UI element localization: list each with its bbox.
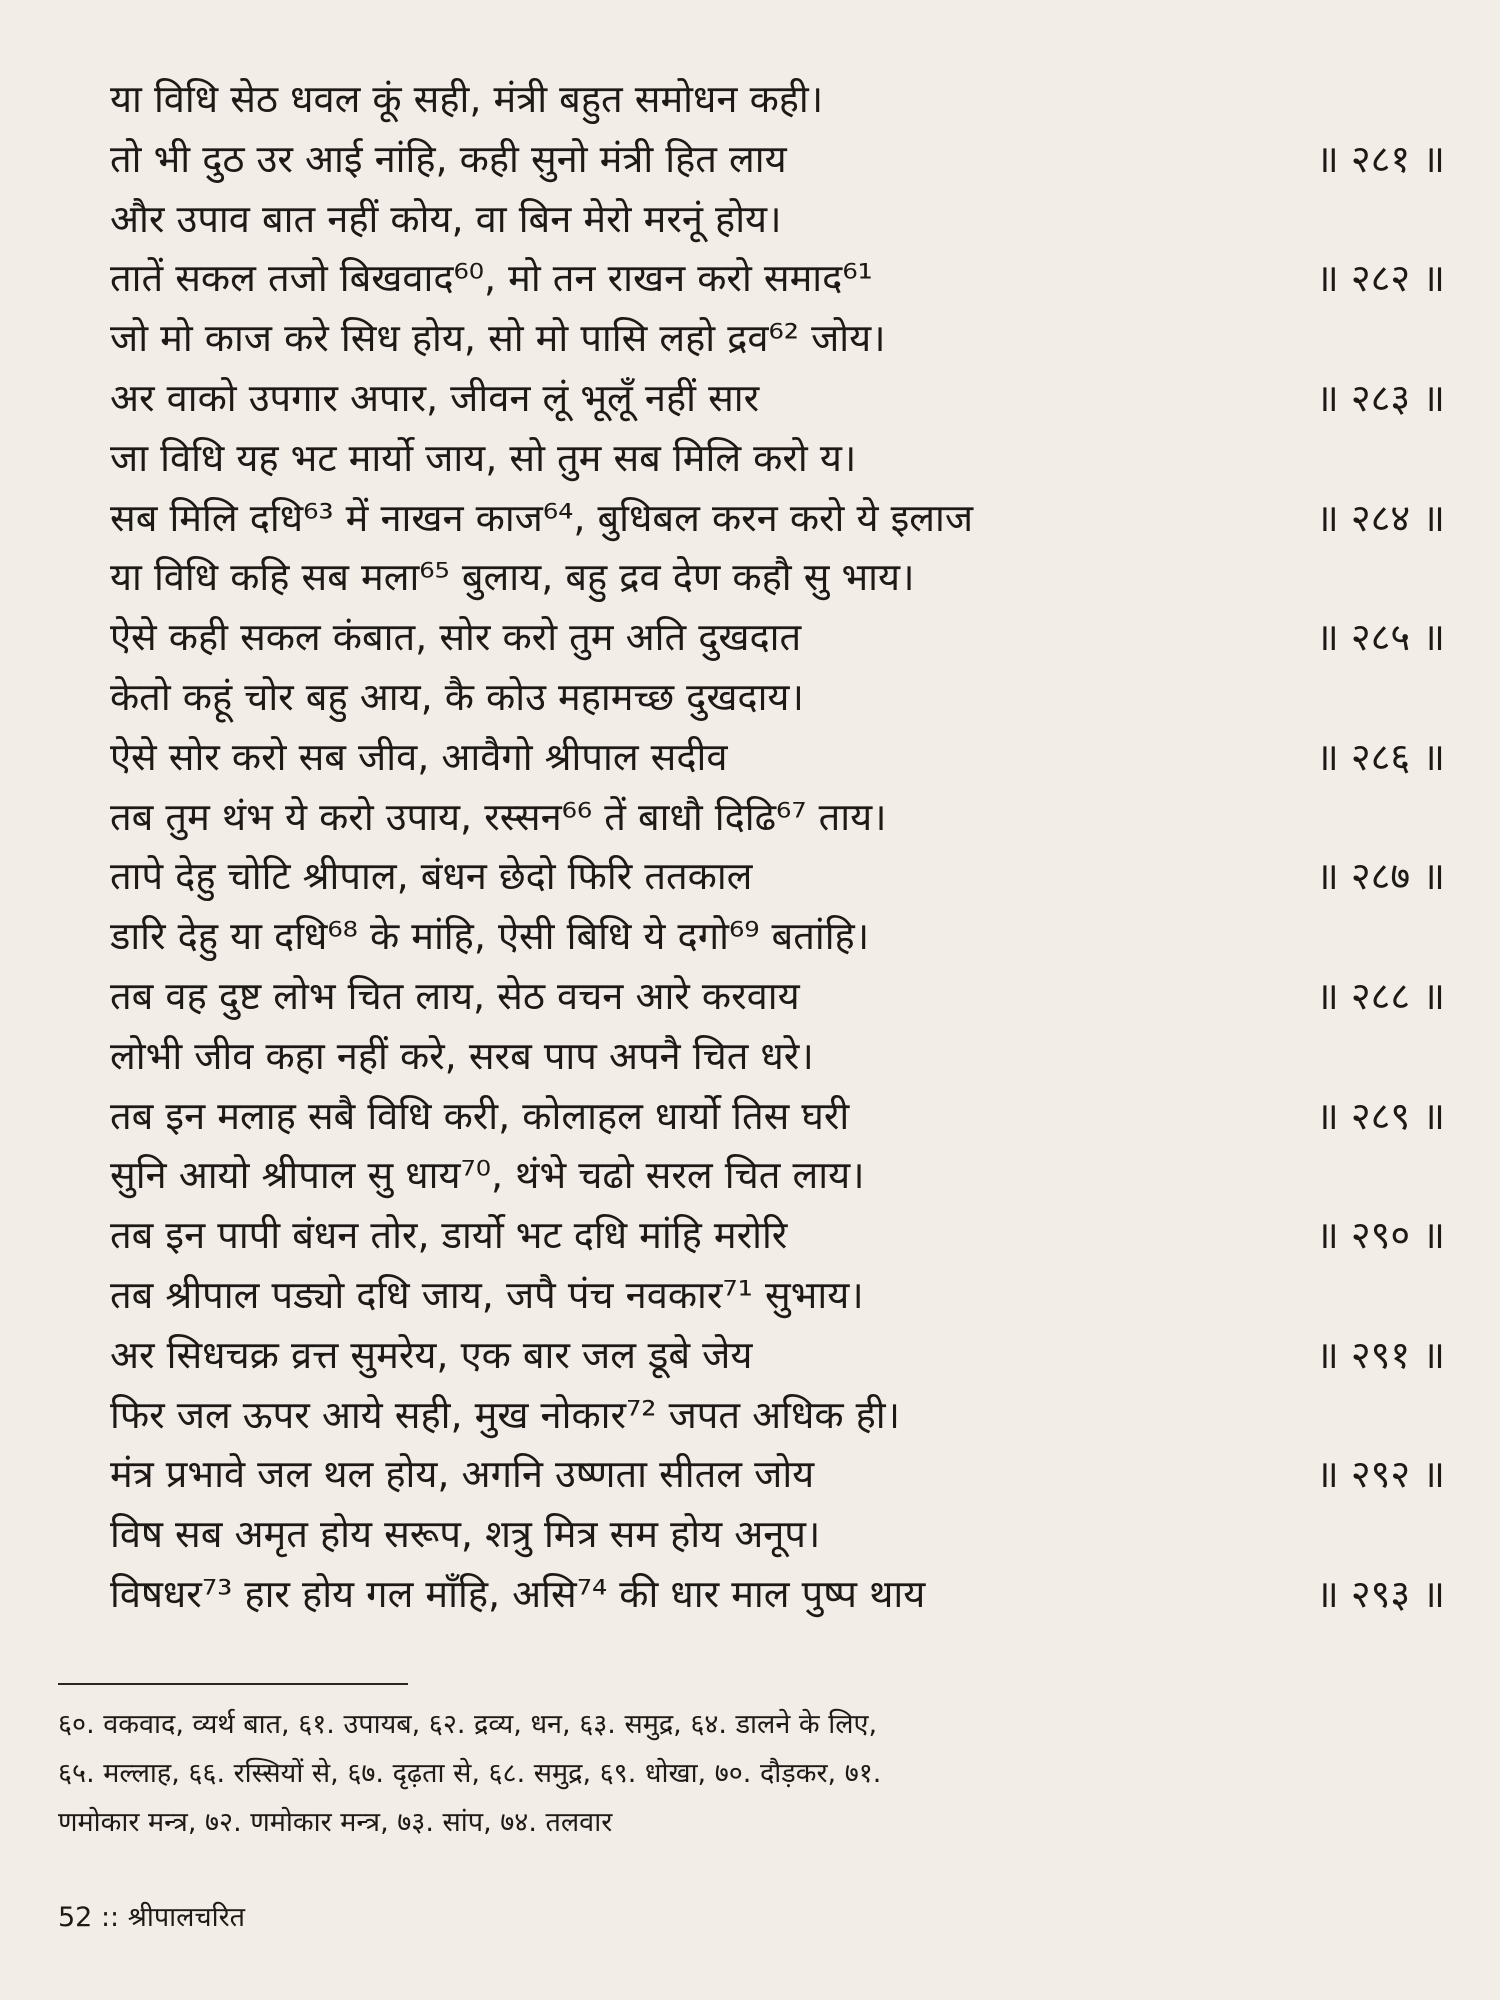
verse-text: ऐसे कही सकल कंबात, सोर करो तुम अति दुखदात [110,615,802,660]
page-footer: 52 :: श्रीपालचरित [58,1902,246,1933]
verse-text: अर सिधचक्र व्रत्त सुमरेय, एक बार जल डूबे जेय [110,1332,753,1377]
verse-line [110,1445,1445,1505]
verse-text: तब वह दुष्ट लोभ चित लाय, सेठ वचन आरे करवाय [110,973,800,1018]
verse-line [110,668,1445,728]
footnote-line: ६०. वकवाद, व्यर्थ बात, ६१. उपायब, ६२. द्रव्य, धन, ६३. समुद्र, ६४. डालने के लिए, [58,1709,878,1740]
verse-line [110,1505,1445,1565]
verse-text: तापे देहु चोटि श्रीपाल, बंधन छेदो फिरि ततकाल [110,854,753,899]
verse-line [110,728,1445,788]
verse-text: अर वाको उपगार अपार, जीवन लूं भूलूँ नहीं सार [110,375,760,420]
verse-line [110,429,1445,489]
verse-text: ऐसे सोर करो सब जीव, आवैगो श्रीपाल सदीव [110,734,728,779]
verse-line [110,249,1445,309]
footnotes [58,1700,1453,1847]
verse-number: ॥ २८८ ॥ [1316,973,1445,1018]
verse-text: विष सब अमृत होय सरूप, शत्रु मित्र सम होय अनूप। [110,1512,821,1557]
verse-line [110,1206,1445,1266]
verse-line [110,1146,1445,1206]
verse-text: सुनि आयो श्रीपाल सु धाय⁷⁰, थंभे चढो सरल चित लाय। [110,1153,865,1198]
verse-text: डारि देहु या दधि⁶⁸ के मांहि, ऐसी बिधि ये दगो⁶⁹ बतांहि। [110,914,870,959]
verse-text: तब इन पापी बंधन तोर, डार्यो भट दधि मांहि मरोरि [110,1213,788,1258]
verse-line [110,788,1445,848]
footnote-divider [58,1683,408,1685]
verse-text: तब श्रीपाल पड्यो दधि जाय, जपै पंच नवकार⁷¹ सुभाय। [110,1272,864,1317]
verse-text: लोभी जीव कहा नहीं करे, सरब पाप अपनै चित धरे। [110,1033,814,1078]
verse-line [110,369,1445,429]
verse-line [110,1386,1445,1446]
verse-number: ॥ २८६ ॥ [1316,734,1445,779]
verse-text: तो भी दुठ उर आई नांहि, कही सुनो मंत्री हित लाय [110,136,787,181]
verse-number: ॥ २८९ ॥ [1316,1093,1445,1138]
verse-number: ॥ २८१ ॥ [1316,136,1445,181]
verse-number: ॥ २९३ ॥ [1316,1571,1445,1616]
verse-text: जो मो काज करे सिध होय, सो मो पासि लहो द्रव⁶² जोय। [110,316,886,361]
verse-line [110,608,1445,668]
verse-line [110,1087,1445,1147]
verse-line [110,967,1445,1027]
verse-text: और उपाव बात नहीं कोय, वा बिन मेरो मरनूं होय। [110,196,782,241]
verse-line [110,309,1445,369]
verse-number: ॥ २८५ ॥ [1316,615,1445,660]
verse-text: तब तुम थंभ ये करो उपाय, रस्सन⁶⁶ तें बाधौ दिढि⁶⁷ ताय। [110,794,887,839]
footnote-line: ६५. मल्लाह, ६६. रस्सियों से, ६७. दृढ़ता से, ६८. समुद्र, ६९. धोखा, ७०. दौड़कर, ७१. [58,1758,882,1789]
verse-text: सब मिलि दधि⁶³ में नाखन काज⁶⁴, बुधिबल करन करो ये इलाज [110,495,974,540]
verse-number: ॥ २८४ ॥ [1316,495,1445,540]
verse-number: ॥ २८२ ॥ [1316,256,1445,301]
verse-text: केतो कहूं चोर बहु आय, कै कोउ महामच्छ दुखदाय। [110,674,804,719]
verse-line [110,1565,1445,1625]
verse-line [110,489,1445,549]
footnote-line: णमोकार मन्त्र, ७२. णमोकार मन्त्र, ७३. सांप, ७४. तलवार [58,1807,613,1838]
verse-line [110,548,1445,608]
verse-number: ॥ २९१ ॥ [1316,1332,1445,1377]
verse-block [110,70,1445,1625]
verse-text: विषधर⁷³ हार होय गल माँहि, असि⁷⁴ की धार माल पुष्प थाय [110,1571,926,1616]
verse-number: ॥ २९० ॥ [1316,1213,1445,1258]
verse-text: या विधि कहि सब मला⁶⁵ बुलाय, बहु द्रव देण कहौ सु भाय। [110,555,915,600]
verse-line [110,130,1445,190]
verse-line [110,1266,1445,1326]
verse-number: ॥ २९२ ॥ [1316,1452,1445,1497]
verse-text: या विधि सेठ धवल कूं सही, मंत्री बहुत समोधन कही। [110,77,824,121]
verse-text: तब इन मलाह सबै विधि करी, कोलाहल धार्यो तिस घरी [110,1093,850,1138]
verse-text: तातें सकल तजो बिखवाद⁶⁰, मो तन राखन करो समाद⁶¹ [110,256,873,301]
verse-line [110,847,1445,907]
verse-line [110,190,1445,250]
verse-line [110,1326,1445,1386]
verse-number: ॥ २८७ ॥ [1316,854,1445,899]
verse-line [110,1027,1445,1087]
verse-text: मंत्र प्रभावे जल थल होय, अगनि उष्णता सीतल जोय [110,1452,815,1497]
verse-text: जा विधि यह भट मार्यो जाय, सो तुम सब मिलि करो य। [110,435,857,480]
verse-number: ॥ २८३ ॥ [1316,375,1445,420]
verse-line [110,70,1445,130]
verse-line [110,907,1445,967]
verse-text: फिर जल ऊपर आये सही, मुख नोकार⁷² जपत अधिक ही। [110,1392,901,1437]
